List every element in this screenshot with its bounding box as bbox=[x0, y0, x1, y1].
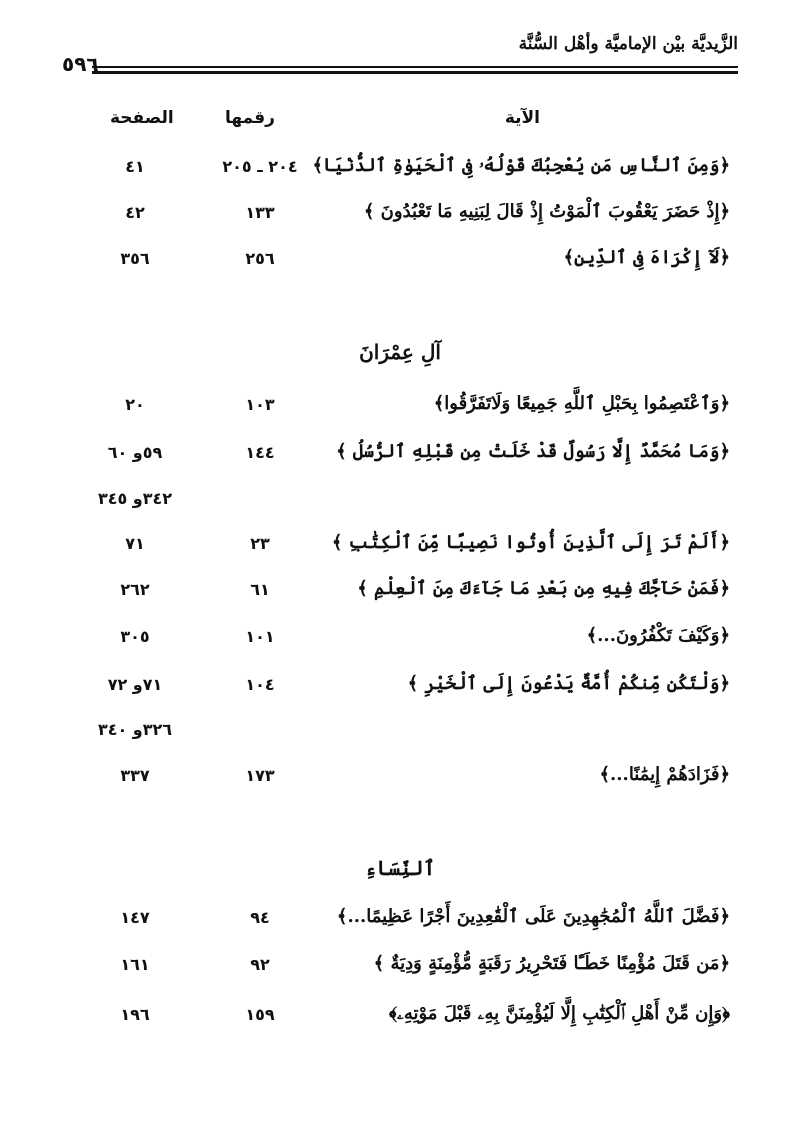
page-reference: ٤١ bbox=[125, 157, 145, 176]
ayah-number: ٦١ bbox=[250, 580, 270, 599]
header-rule-thick bbox=[92, 71, 738, 74]
table-row bbox=[70, 673, 730, 703]
verse-text: ﴿مَن قَتَلَ مُؤْمِنًا خَطَـًٔا فَتَحْرِيرُ رَقَبَةٍ مُّؤْمِنَةٍ وَدِيَةٌ ﴾ bbox=[373, 953, 730, 974]
table-row bbox=[70, 764, 730, 794]
verse-text: ﴿فَمَنْ حَآجَّكَ فِيهِ مِن بَعْدِ مَا جَآءَكَ مِنَ ٱلْعِلْمِ ﴾ bbox=[357, 578, 730, 599]
ayah-number: ١٥٩ bbox=[245, 1005, 275, 1024]
ayah-number: ٩٤ bbox=[250, 908, 270, 927]
column-heading-verse: الآية bbox=[504, 108, 540, 128]
page-reference: ٢٦٢ bbox=[120, 580, 150, 599]
table-row bbox=[70, 906, 730, 936]
page-reference: ٥٩و ٦٠ bbox=[107, 443, 163, 462]
verse-text: ﴿وَمَا مُحَمَّدٌ إِلَّا رَسُولٌ قَدْ خَلَتْ مِن قَبْلِهِ ٱلرُّسُلُ ﴾ bbox=[336, 441, 730, 462]
ayah-number: ١٣٣ bbox=[245, 203, 275, 222]
column-heading-page: الصفحة bbox=[110, 108, 174, 128]
ayah-number: ١٧٣ bbox=[245, 766, 275, 785]
table-row bbox=[70, 201, 730, 231]
table-row bbox=[70, 625, 730, 655]
verse-text: ﴿أَلَمْ تَرَ إِلَى ٱلَّذِينَ أُوتُوا نَصِيبًا مِّنَ ٱلْكِتَٰبِ ﴾ bbox=[331, 532, 730, 553]
verse-text: ﴿فَضَّلَ ٱللَّهُ ٱلْمُجَٰهِدِينَ عَلَى ٱلْقَٰعِدِينَ أَجْرًا عَظِيمًا...﴾ bbox=[336, 906, 730, 927]
verse-text: ﴿وَمِنَ ٱلنَّاسِ مَن يُعْجِبُكَ قَوْلُهُۥ فِى ٱلْحَيَوٰةِ ٱلدُّنْيَا﴾ bbox=[312, 155, 730, 176]
ayah-number: ١٠٤ bbox=[245, 675, 275, 694]
page-number: ٥٩٦ bbox=[62, 52, 99, 76]
page-reference: ٣٤٢و ٣٤٥ bbox=[97, 489, 173, 508]
page-reference: ٣٠٥ bbox=[120, 627, 150, 646]
verse-text: ﴿فَزَادَهُمْ إِيمَٰنًا...﴾ bbox=[599, 764, 730, 785]
table-row bbox=[70, 393, 730, 423]
page-reference: ١٦١ bbox=[120, 955, 150, 974]
page-reference: ١٩٦ bbox=[120, 1005, 150, 1024]
page-reference: ١٤٧ bbox=[120, 908, 150, 927]
verse-text: ﴿إِذْ حَضَرَ يَعْقُوبَ ٱلْمَوْتُ إِذْ قَالَ لِبَنِيهِ مَا تَعْبُدُونَ ﴾ bbox=[363, 201, 730, 222]
table-row bbox=[70, 532, 730, 562]
table-row bbox=[70, 1003, 730, 1033]
surah-heading: آلِ عِمْرَانَ bbox=[359, 340, 441, 364]
page-header bbox=[62, 30, 738, 76]
ayah-number: ١٠٣ bbox=[245, 395, 275, 414]
verse-text: ﴿وَكَيْفَ تَكْفُرُونَ...﴾ bbox=[586, 625, 730, 646]
ayah-number: ٢٠٤ ـ ٢٠٥ bbox=[222, 157, 298, 176]
verse-text: ﴿وَلْتَكُن مِّنكُمْ أُمَّةٌ يَدْعُونَ إِلَى ٱلْخَيْرِ ﴾ bbox=[407, 673, 730, 694]
page-reference: ٣٢٦و ٣٤٠ bbox=[97, 720, 173, 739]
page-reference: ٧١و ٧٢ bbox=[107, 675, 163, 694]
table-row bbox=[70, 578, 730, 608]
column-headings bbox=[70, 108, 730, 134]
page-reference: ٣٣٧ bbox=[120, 766, 150, 785]
surah-heading: ٱلنِّسَاءِ bbox=[364, 856, 436, 880]
running-title: الزَّيديَّة بيْن الإماميَّة وأهْل السُّنَّة bbox=[518, 34, 738, 54]
column-heading-number: رقمها bbox=[225, 108, 275, 128]
page-reference: ٣٥٦ bbox=[120, 249, 150, 268]
page-reference: ٢٠ bbox=[125, 395, 145, 414]
page-reference: ٤٢ bbox=[125, 203, 145, 222]
ayah-number: ٢٥٦ bbox=[245, 249, 275, 268]
table-row bbox=[70, 247, 730, 277]
page-reference: ٧١ bbox=[125, 534, 145, 553]
verse-text: ﴿لَآ إِكْرَاهَ فِى ٱلدِّينِ﴾ bbox=[563, 247, 730, 268]
table-row bbox=[70, 487, 730, 517]
table-row bbox=[70, 953, 730, 983]
table-row bbox=[70, 155, 730, 185]
verse-text: ﴿وَإِن مِّنْ أَهْلِ ٱلْكِتَٰبِ إِلَّا لَيُؤْمِنَنَّ بِهِۦ قَبْلَ مَوْتِهِۦ﴾ bbox=[389, 1003, 730, 1024]
ayah-number: ١٠١ bbox=[245, 627, 275, 646]
ayah-number: ١٤٤ bbox=[245, 443, 275, 462]
ayah-number: ٩٢ bbox=[250, 955, 270, 974]
table-row bbox=[70, 718, 730, 748]
header-rule-thin bbox=[92, 66, 738, 68]
ayah-number: ٢٣ bbox=[250, 534, 270, 553]
verse-text: ﴿وَٱعْتَصِمُوا بِحَبْلِ ٱللَّهِ جَمِيعًا وَلَاتَفَرَّقُوا﴾ bbox=[433, 393, 730, 414]
table-row bbox=[70, 441, 730, 471]
